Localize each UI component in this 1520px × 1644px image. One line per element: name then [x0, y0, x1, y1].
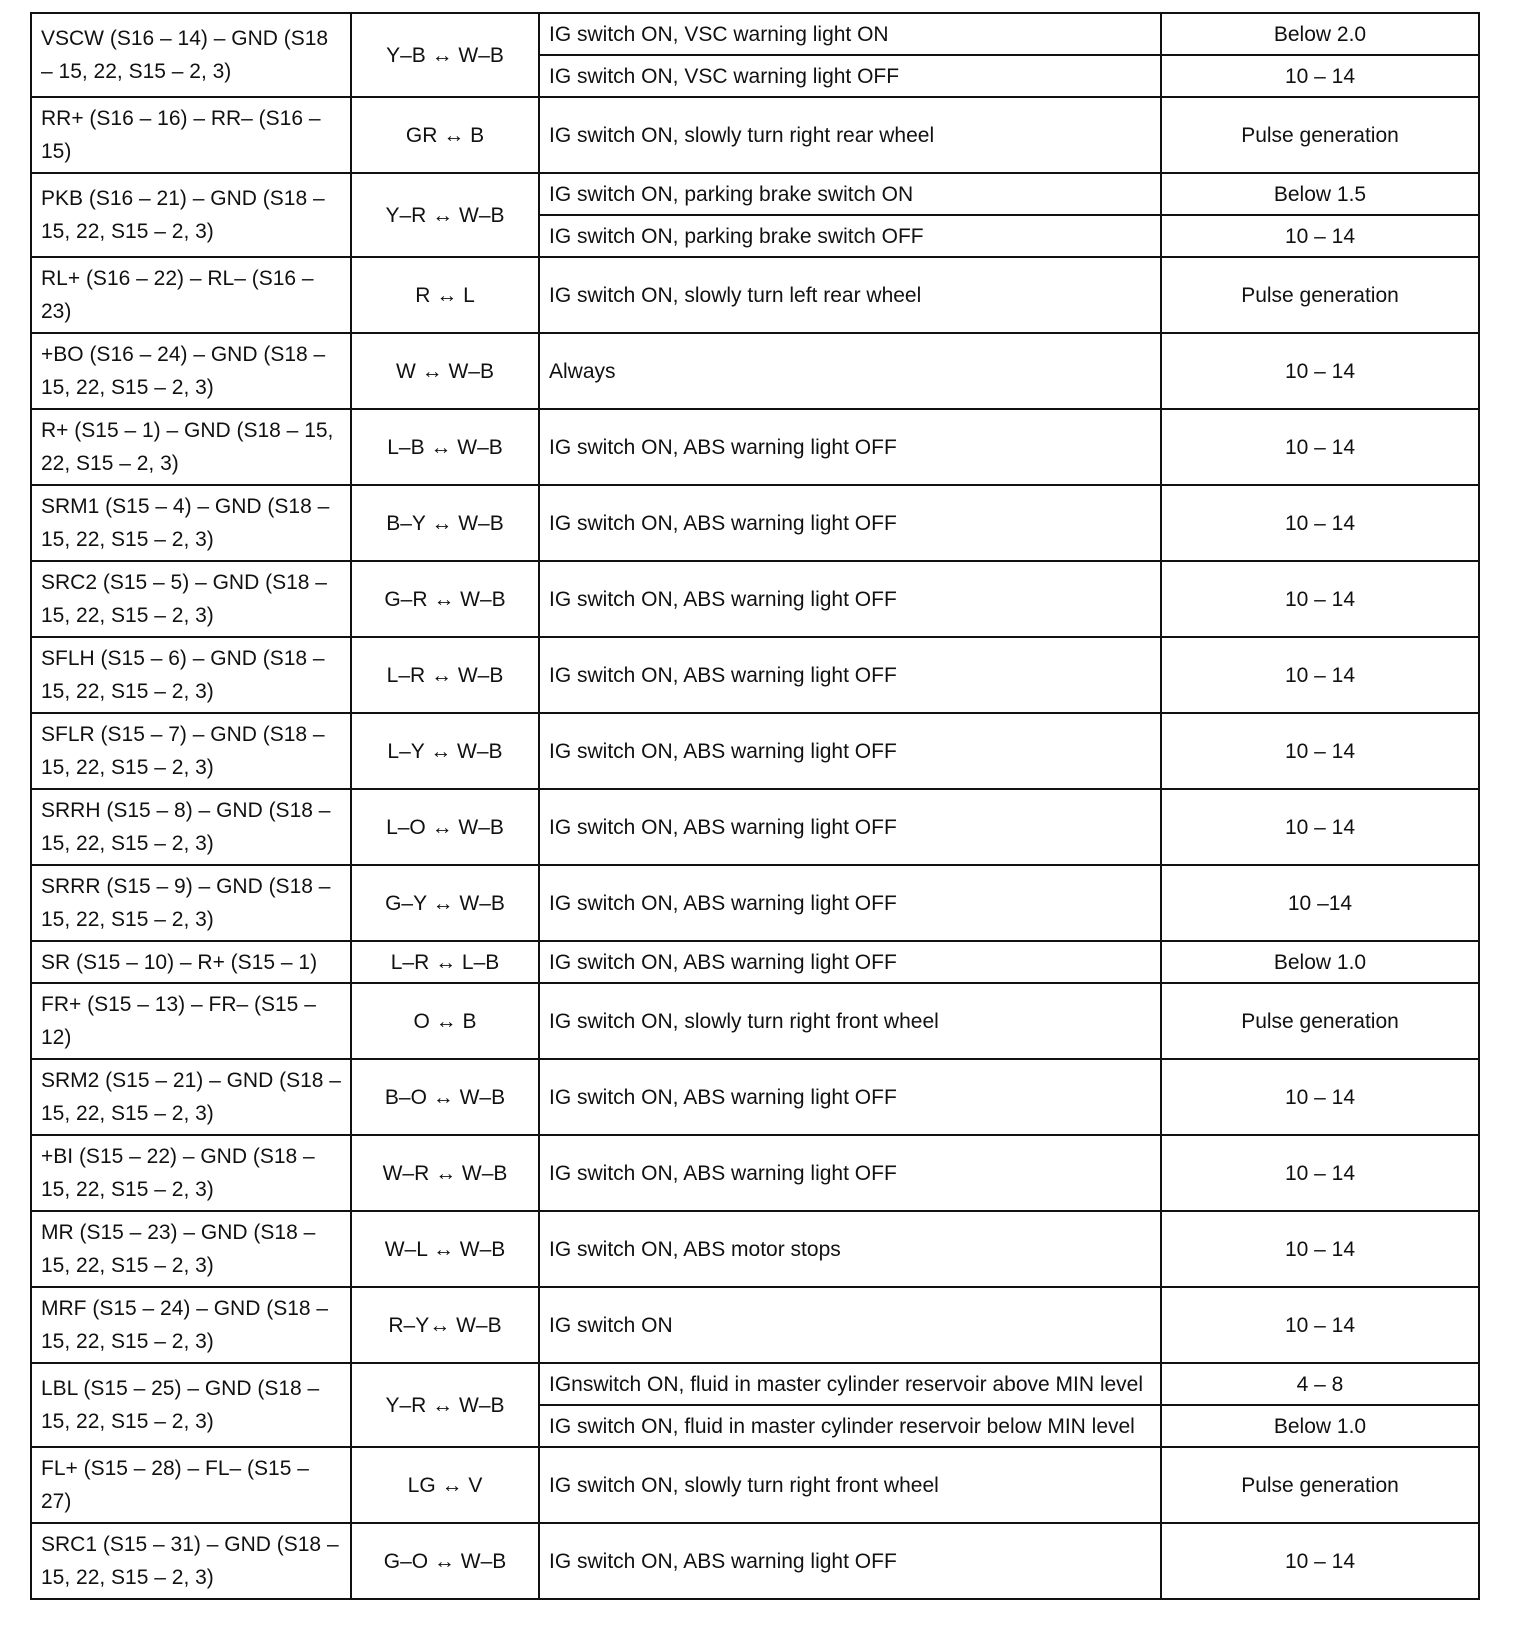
specified-condition-cell: 10 – 14	[1161, 1059, 1479, 1135]
table-row	[31, 941, 1479, 983]
condition-cell: IG switch ON, ABS warning light OFF	[539, 1059, 1161, 1135]
wiring-color-cell: LG ↔ V	[351, 1447, 539, 1523]
specified-condition-cell: 10 – 14	[1161, 215, 1479, 257]
wiring-color-cell: R–Y↔ W–B	[351, 1287, 539, 1363]
terminal-voltage-table-sheet	[30, 12, 1478, 1600]
terminal-cell: +BO (S16 – 24) – GND (S18 – 15, 22, S15 – 2, 3)	[31, 333, 351, 409]
table-row	[31, 561, 1479, 637]
table-row	[31, 173, 1479, 215]
terminal-cell: SRM1 (S15 – 4) – GND (S18 – 15, 22, S15 – 2, 3)	[31, 485, 351, 561]
specified-condition-cell: 10 – 14	[1161, 1211, 1479, 1287]
specified-condition-cell: 10 – 14	[1161, 561, 1479, 637]
condition-cell: IG switch ON	[539, 1287, 1161, 1363]
specified-condition-cell: 4 – 8	[1161, 1363, 1479, 1405]
table-row	[31, 983, 1479, 1059]
table-row	[31, 789, 1479, 865]
terminal-cell: PKB (S16 – 21) – GND (S18 – 15, 22, S15 – 2, 3)	[31, 173, 351, 257]
terminal-cell: SFLR (S15 – 7) – GND (S18 – 15, 22, S15 – 2, 3)	[31, 713, 351, 789]
condition-cell: IG switch ON, ABS warning light OFF	[539, 409, 1161, 485]
wiring-color-cell: W–L ↔ W–B	[351, 1211, 539, 1287]
wiring-color-cell: Y–R ↔ W–B	[351, 173, 539, 257]
table-row	[31, 713, 1479, 789]
condition-cell: IGnswitch ON, fluid in master cylinder reservoir above MIN level	[539, 1363, 1161, 1405]
wiring-color-cell: L–O ↔ W–B	[351, 789, 539, 865]
wiring-color-cell: G–R ↔ W–B	[351, 561, 539, 637]
terminal-cell: RL+ (S16 – 22) – RL– (S16 – 23)	[31, 257, 351, 333]
condition-cell: IG switch ON, slowly turn left rear wheel	[539, 257, 1161, 333]
specified-condition-cell: Below 1.0	[1161, 1405, 1479, 1447]
specified-condition-cell: 10 – 14	[1161, 713, 1479, 789]
table-row	[31, 485, 1479, 561]
terminal-cell: SRM2 (S15 – 21) – GND (S18 – 15, 22, S15 – 2, 3)	[31, 1059, 351, 1135]
terminal-cell: SFLH (S15 – 6) – GND (S18 – 15, 22, S15 – 2, 3)	[31, 637, 351, 713]
specified-condition-cell: 10 –14	[1161, 865, 1479, 941]
condition-cell: IG switch ON, slowly turn right front wheel	[539, 1447, 1161, 1523]
wiring-color-cell: B–O ↔ W–B	[351, 1059, 539, 1135]
wiring-color-cell: R ↔ L	[351, 257, 539, 333]
terminal-cell: FL+ (S15 – 28) – FL– (S15 – 27)	[31, 1447, 351, 1523]
condition-cell: IG switch ON, ABS warning light OFF	[539, 561, 1161, 637]
table-row	[31, 1287, 1479, 1363]
terminal-cell: VSCW (S16 – 14) – GND (S18 – 15, 22, S15 – 2, 3)	[31, 13, 351, 97]
condition-cell: IG switch ON, parking brake switch ON	[539, 173, 1161, 215]
condition-cell: IG switch ON, ABS warning light OFF	[539, 865, 1161, 941]
specified-condition-cell: 10 – 14	[1161, 409, 1479, 485]
table-row	[31, 865, 1479, 941]
condition-cell: IG switch ON, slowly turn right rear wheel	[539, 97, 1161, 173]
terminal-cell: MR (S15 – 23) – GND (S18 – 15, 22, S15 – 2, 3)	[31, 1211, 351, 1287]
terminal-cell: SRC2 (S15 – 5) – GND (S18 – 15, 22, S15 – 2, 3)	[31, 561, 351, 637]
specified-condition-cell: Pulse generation	[1161, 983, 1479, 1059]
wiring-color-cell: G–Y ↔ W–B	[351, 865, 539, 941]
wiring-color-cell: Y–B ↔ W–B	[351, 13, 539, 97]
terminal-cell: SRRR (S15 – 9) – GND (S18 – 15, 22, S15 – 2, 3)	[31, 865, 351, 941]
terminal-cell: FR+ (S15 – 13) – FR– (S15 – 12)	[31, 983, 351, 1059]
terminal-cell: RR+ (S16 – 16) – RR– (S16 – 15)	[31, 97, 351, 173]
condition-cell: IG switch ON, ABS warning light OFF	[539, 941, 1161, 983]
specified-condition-cell: Pulse generation	[1161, 257, 1479, 333]
wiring-color-cell: L–B ↔ W–B	[351, 409, 539, 485]
terminal-cell: SR (S15 – 10) – R+ (S15 – 1)	[31, 941, 351, 983]
wiring-color-cell: W ↔ W–B	[351, 333, 539, 409]
terminal-voltage-table	[30, 12, 1480, 1600]
wiring-color-cell: L–R ↔ W–B	[351, 637, 539, 713]
terminal-cell: +BI (S15 – 22) – GND (S18 – 15, 22, S15 – 2, 3)	[31, 1135, 351, 1211]
table-row	[31, 1363, 1479, 1405]
terminal-cell: LBL (S15 – 25) – GND (S18 – 15, 22, S15 – 2, 3)	[31, 1363, 351, 1447]
table-row	[31, 409, 1479, 485]
wiring-color-cell: L–Y ↔ W–B	[351, 713, 539, 789]
specified-condition-cell: 10 – 14	[1161, 333, 1479, 409]
condition-cell: IG switch ON, parking brake switch OFF	[539, 215, 1161, 257]
wiring-color-cell: B–Y ↔ W–B	[351, 485, 539, 561]
specified-condition-cell: 10 – 14	[1161, 55, 1479, 97]
wiring-color-cell: G–O ↔ W–B	[351, 1523, 539, 1599]
table-row	[31, 13, 1479, 55]
condition-cell: IG switch ON, slowly turn right front wheel	[539, 983, 1161, 1059]
table-row	[31, 1059, 1479, 1135]
condition-cell: IG switch ON, ABS warning light OFF	[539, 1523, 1161, 1599]
condition-cell: IG switch ON, ABS warning light OFF	[539, 789, 1161, 865]
terminal-cell: SRRH (S15 – 8) – GND (S18 – 15, 22, S15 – 2, 3)	[31, 789, 351, 865]
condition-cell: IG switch ON, VSC warning light OFF	[539, 55, 1161, 97]
specified-condition-cell: Below 1.5	[1161, 173, 1479, 215]
table-row	[31, 1523, 1479, 1599]
table-row	[31, 257, 1479, 333]
specified-condition-cell: 10 – 14	[1161, 637, 1479, 713]
condition-cell: IG switch ON, ABS warning light OFF	[539, 637, 1161, 713]
table-row	[31, 1211, 1479, 1287]
condition-cell: IG switch ON, ABS warning light OFF	[539, 713, 1161, 789]
table-row	[31, 637, 1479, 713]
wiring-color-cell: W–R ↔ W–B	[351, 1135, 539, 1211]
terminal-cell: R+ (S15 – 1) – GND (S18 – 15, 22, S15 – 2, 3)	[31, 409, 351, 485]
condition-cell: IG switch ON, fluid in master cylinder reservoir below MIN level	[539, 1405, 1161, 1447]
condition-cell: IG switch ON, ABS warning light OFF	[539, 1135, 1161, 1211]
condition-cell: IG switch ON, ABS motor stops	[539, 1211, 1161, 1287]
table-row	[31, 1135, 1479, 1211]
specified-condition-cell: Pulse generation	[1161, 97, 1479, 173]
specified-condition-cell: 10 – 14	[1161, 1287, 1479, 1363]
specified-condition-cell: Below 2.0	[1161, 13, 1479, 55]
terminal-cell: SRC1 (S15 – 31) – GND (S18 – 15, 22, S15 – 2, 3)	[31, 1523, 351, 1599]
table-row	[31, 1447, 1479, 1523]
specified-condition-cell: Pulse generation	[1161, 1447, 1479, 1523]
condition-cell: IG switch ON, ABS warning light OFF	[539, 485, 1161, 561]
specified-condition-cell: 10 – 14	[1161, 485, 1479, 561]
specified-condition-cell: 10 – 14	[1161, 1135, 1479, 1211]
wiring-color-cell: Y–R ↔ W–B	[351, 1363, 539, 1447]
condition-cell: Always	[539, 333, 1161, 409]
specified-condition-cell: 10 – 14	[1161, 1523, 1479, 1599]
table-row	[31, 97, 1479, 173]
specified-condition-cell: 10 – 14	[1161, 789, 1479, 865]
specified-condition-cell: Below 1.0	[1161, 941, 1479, 983]
wiring-color-cell: L–R ↔ L–B	[351, 941, 539, 983]
condition-cell: IG switch ON, VSC warning light ON	[539, 13, 1161, 55]
table-body	[31, 13, 1479, 1599]
table-row	[31, 333, 1479, 409]
wiring-color-cell: GR ↔ B	[351, 97, 539, 173]
wiring-color-cell: O ↔ B	[351, 983, 539, 1059]
terminal-cell: MRF (S15 – 24) – GND (S18 – 15, 22, S15 – 2, 3)	[31, 1287, 351, 1363]
